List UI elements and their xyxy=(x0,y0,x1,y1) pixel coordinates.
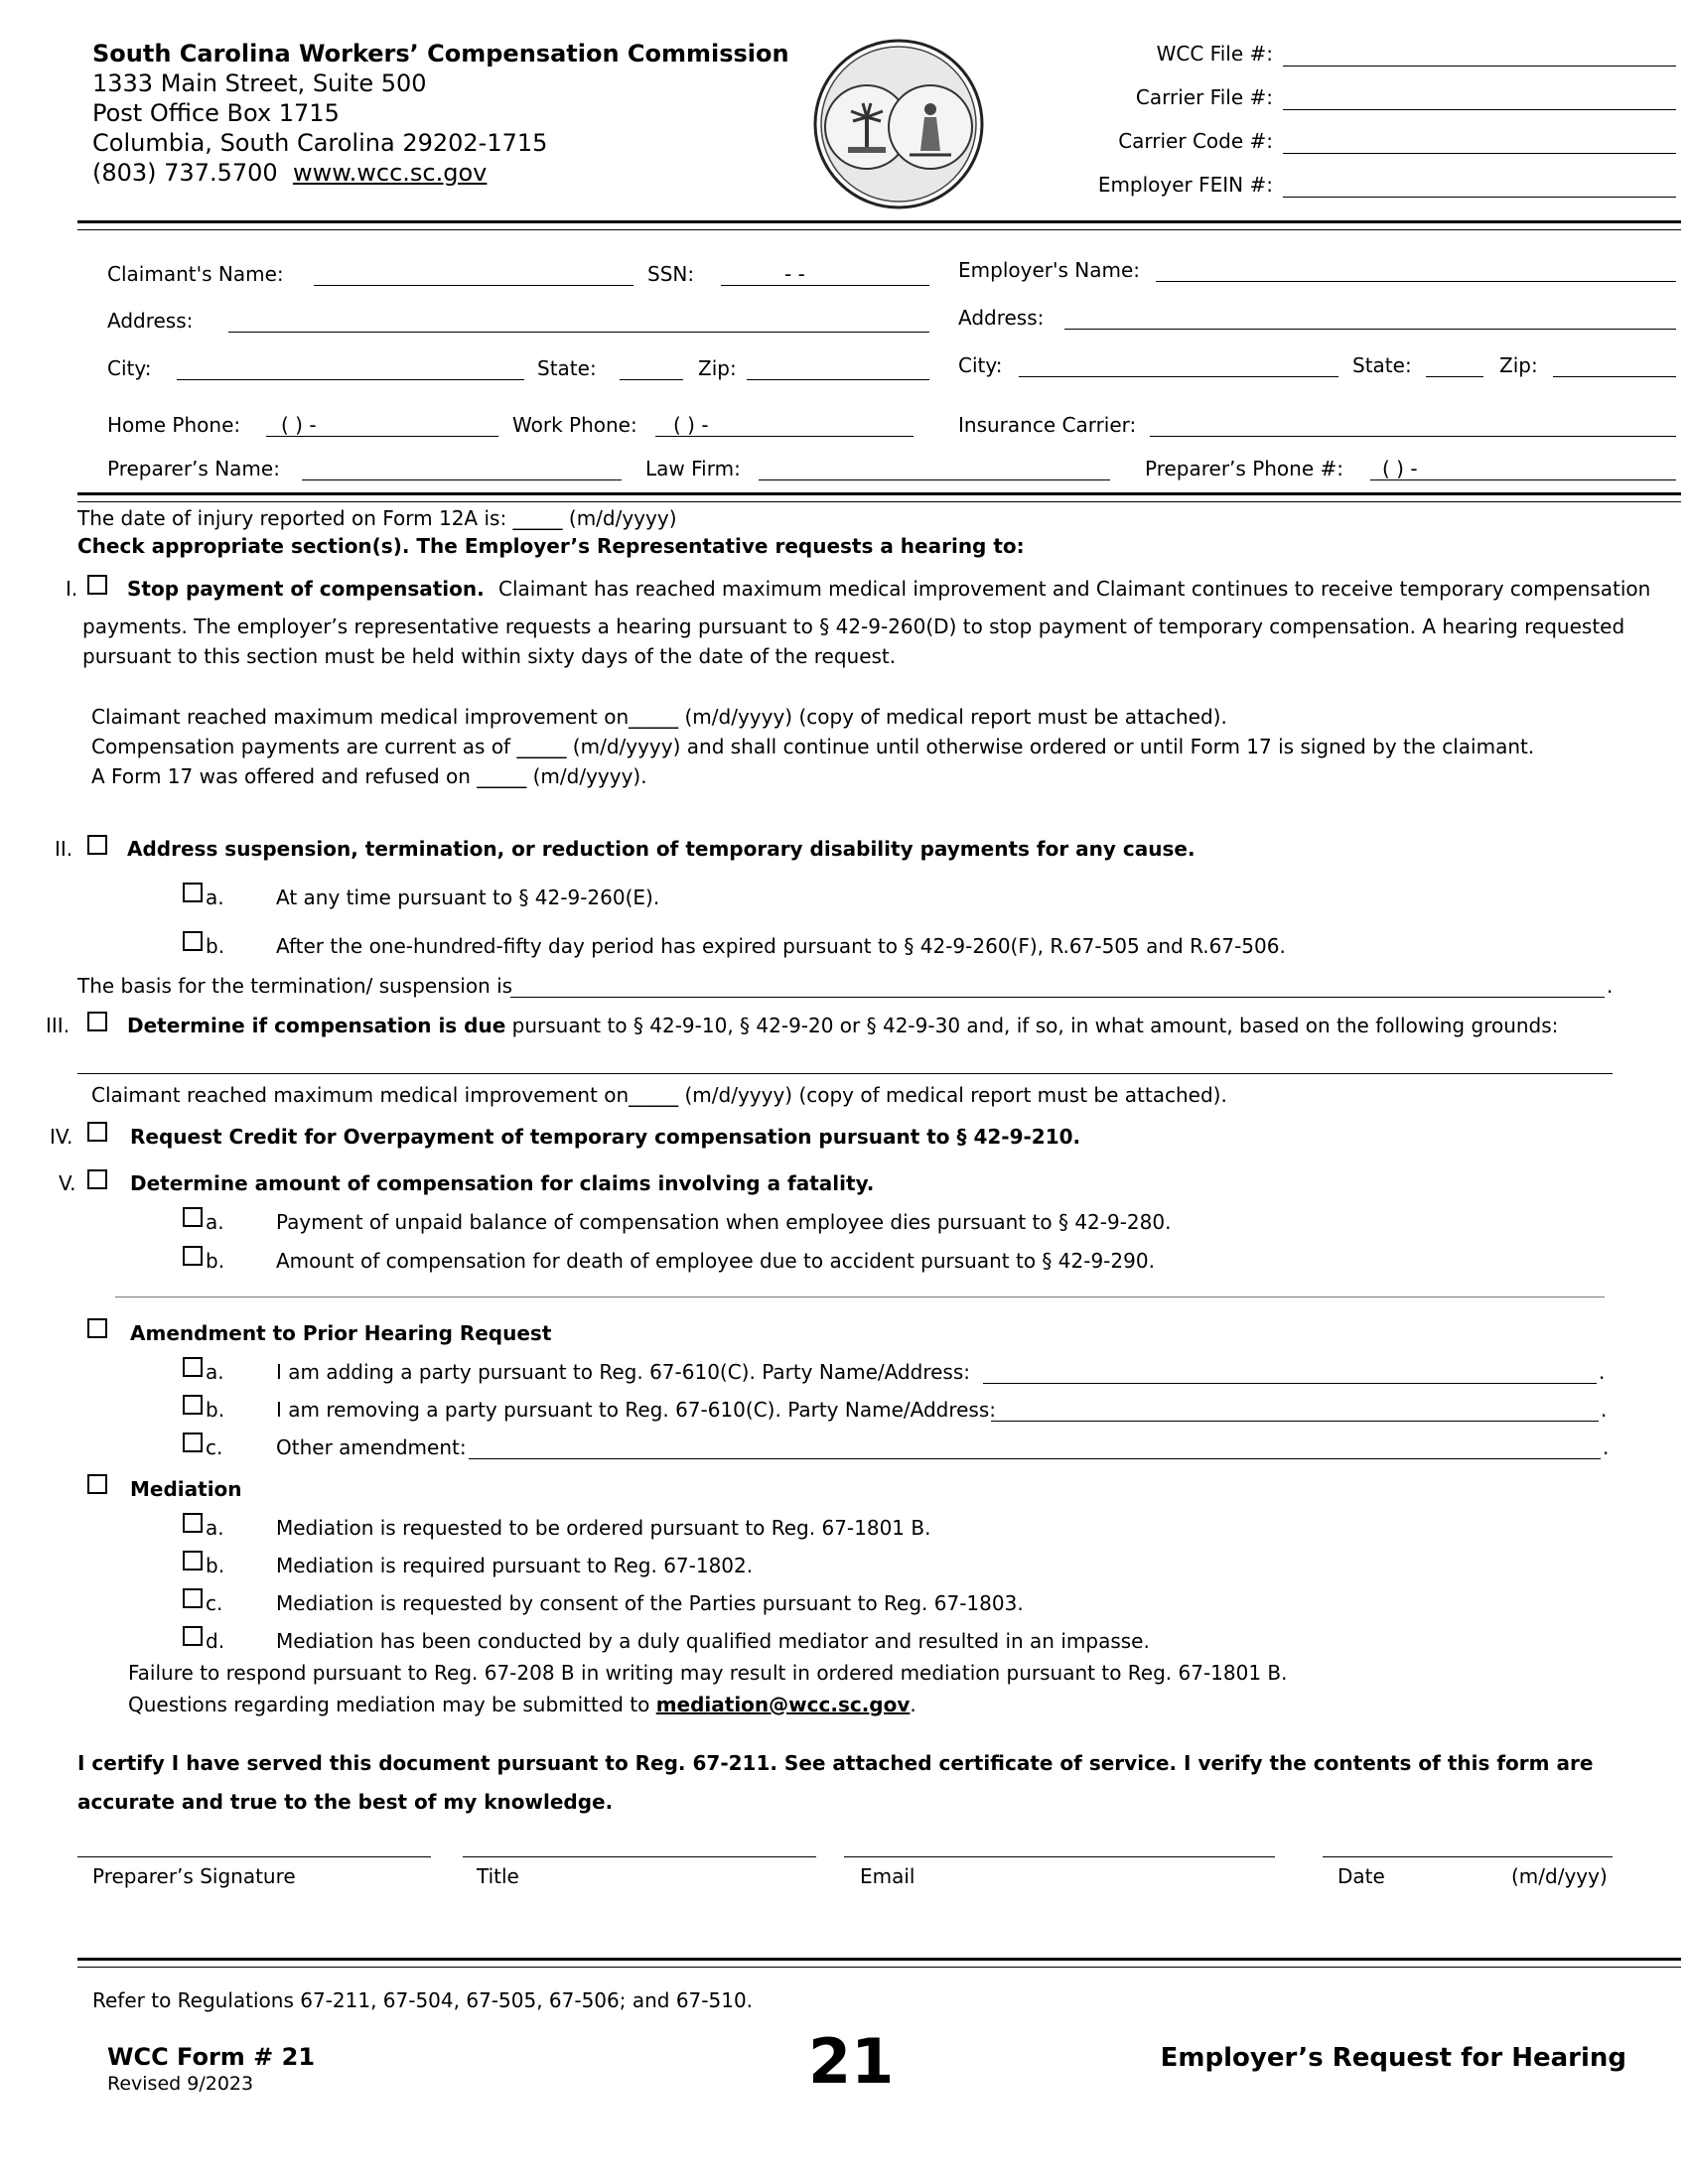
mediation-c-text: Mediation is requested by consent of the Parties pursuant to Reg. 67-1803. xyxy=(276,1591,1024,1615)
org-address-3: Columbia, South Carolina 29202-1715 xyxy=(92,129,548,157)
employer-address-label: Address: xyxy=(958,306,1045,330)
mediation-c-checkbox[interactable] xyxy=(183,1588,203,1608)
section-5b-letter: b. xyxy=(206,1249,225,1273)
header-divider xyxy=(77,220,1681,230)
mediation-a-letter: a. xyxy=(206,1516,224,1540)
date-input[interactable] xyxy=(1323,1856,1613,1857)
claimant-city-input[interactable] xyxy=(177,379,524,380)
mediation-b-text: Mediation is required pursuant to Reg. 67-1802. xyxy=(276,1554,754,1577)
section-5-checkbox[interactable] xyxy=(87,1169,107,1189)
ssn-label: SSN: xyxy=(647,262,695,286)
section-2b-letter: b. xyxy=(206,934,225,958)
mediation-note-1: Failure to respond pursuant to Reg. 67-208 B in writing may result in ordered mediation pursuant to Reg. 67-1801 B. xyxy=(128,1661,1288,1685)
section-3-heading xyxy=(127,1014,1558,1037)
org-name: South Carolina Workers’ Compensation Commission xyxy=(92,40,789,68)
amendment-c-letter: c. xyxy=(206,1435,223,1459)
claimant-city-label: City: xyxy=(107,356,152,380)
amendment-a-period: . xyxy=(1599,1360,1606,1384)
amendment-b-text: I am removing a party pursuant to Reg. 67-610(C). Party Name/Address: xyxy=(276,1398,996,1422)
section-5b-text: Amount of compensation for death of employee due to accident pursuant to § 42-9-290. xyxy=(276,1249,1155,1273)
law-firm-label: Law Firm: xyxy=(645,457,741,480)
claimant-state-label: State: xyxy=(537,356,597,380)
employer-city-label: City: xyxy=(958,353,1003,377)
employer-name-label: Employer's Name: xyxy=(958,258,1140,282)
revised-date: Revised 9/2023 xyxy=(107,2073,254,2095)
ssn-mask: - - xyxy=(784,262,805,286)
section-5a-letter: a. xyxy=(206,1210,224,1234)
section-1-form17-line: A Form 17 was offered and refused on _____ (m/d/yyyy). xyxy=(91,764,647,788)
section-5b-checkbox[interactable] xyxy=(183,1246,203,1266)
regulations-reference: Refer to Regulations 67-211, 67-504, 67-505, 67-506; and 67-510. xyxy=(92,1988,754,2012)
section-1-text-3: pursuant to this section must be held within sixty days of the date of the request. xyxy=(82,644,897,668)
section-2-checkbox[interactable] xyxy=(87,835,107,855)
insurance-carrier-input[interactable] xyxy=(1150,436,1676,437)
form-title: Employer’s Request for Hearing xyxy=(1160,2043,1626,2073)
date-format: (m/d/yyy) xyxy=(1511,1864,1608,1888)
form-number: WCC Form # 21 xyxy=(107,2043,316,2071)
date-of-injury-line: The date of injury reported on Form 12A is: _____ (m/d/yyyy) xyxy=(77,506,677,530)
carrier-code-input[interactable] xyxy=(1283,153,1676,154)
org-website-link[interactable]: www.wcc.sc.gov xyxy=(292,159,488,187)
preparer-phone-mask: ( ) - xyxy=(1382,457,1418,480)
claimant-name-input[interactable] xyxy=(314,285,633,286)
form-big-number: 21 xyxy=(808,2025,895,2098)
mediation-note-2-prefix: Questions regarding mediation may be submitted to xyxy=(128,1693,656,1716)
preparer-name-input[interactable] xyxy=(302,479,622,480)
section-5a-text: Payment of unpaid balance of compensation when employee dies pursuant to § 42-9-280. xyxy=(276,1210,1172,1234)
employer-state-input[interactable] xyxy=(1426,376,1483,377)
state-seal xyxy=(812,38,985,210)
ssn-input[interactable] xyxy=(721,285,929,286)
employer-state-label: State: xyxy=(1352,353,1412,377)
section-4-title: Request Credit for Overpayment of temporary compensation pursuant to § 42-9-210. xyxy=(130,1125,1081,1149)
org-address-1: 1333 Main Street, Suite 500 xyxy=(92,69,427,97)
email-input[interactable] xyxy=(844,1856,1275,1857)
section-2-num: II. xyxy=(55,837,73,861)
preparer-signature-label: Preparer’s Signature xyxy=(92,1864,296,1888)
email-label: Email xyxy=(860,1864,915,1888)
org-phone: (803) 737.5700 xyxy=(92,159,278,187)
section-2-title: Address suspension, termination, or reduction of temporary disability payments for any cause. xyxy=(127,837,1196,861)
mediation-note-2-suffix: . xyxy=(910,1693,916,1716)
section-3-checkbox[interactable] xyxy=(87,1012,107,1031)
amendment-a-text: I am adding a party pursuant to Reg. 67-610(C). Party Name/Address: xyxy=(276,1360,971,1384)
footer-divider xyxy=(77,1958,1681,1968)
claimant-zip-input[interactable] xyxy=(747,379,929,380)
section-5-num: V. xyxy=(59,1171,76,1195)
certify-line-1: I certify I have served this document pursuant to Reg. 67-211. See attached certificate of service. I verify the contents of this form are xyxy=(77,1751,1594,1775)
section-3-title: Determine if compensation is due xyxy=(127,1014,506,1037)
section-4-num: IV. xyxy=(50,1125,73,1149)
mediation-a-checkbox[interactable] xyxy=(183,1513,203,1533)
termination-basis-period: . xyxy=(1607,974,1614,998)
amendment-c-checkbox[interactable] xyxy=(183,1433,203,1452)
home-phone-label: Home Phone: xyxy=(107,413,241,437)
section-2a-text: At any time pursuant to § 42-9-260(E). xyxy=(276,886,660,909)
insurance-carrier-label: Insurance Carrier: xyxy=(958,413,1137,437)
section-1-text-2: payments. The employer’s representative requests a hearing pursuant to § 42-9-260(D) to stop payment of temporary compensation. A hearing requested xyxy=(82,614,1625,638)
org-address-2: Post Office Box 1715 xyxy=(92,99,340,127)
amendment-c-input[interactable] xyxy=(469,1458,1601,1459)
mediation-b-checkbox[interactable] xyxy=(183,1551,203,1570)
wcc-file-label: WCC File #: xyxy=(1156,42,1273,66)
mediation-checkbox[interactable] xyxy=(87,1474,107,1494)
amendment-title: Amendment to Prior Hearing Request xyxy=(130,1321,552,1345)
mediation-d-letter: d. xyxy=(206,1629,225,1653)
section-1-checkbox[interactable] xyxy=(87,575,107,595)
section-4-checkbox[interactable] xyxy=(87,1122,107,1142)
certify-line-2: accurate and true to the best of my knowledge. xyxy=(77,1790,614,1814)
preparer-phone-label: Preparer’s Phone #: xyxy=(1145,457,1343,480)
section-3-text: pursuant to § 42-9-10, § 42-9-20 or § 42-9-30 and, if so, in what amount, based on the following grounds: xyxy=(505,1014,1559,1037)
title-input[interactable] xyxy=(463,1856,816,1857)
work-phone-label: Work Phone: xyxy=(512,413,637,437)
section-2a-letter: a. xyxy=(206,886,224,909)
employer-city-input[interactable] xyxy=(1019,376,1338,377)
employer-zip-label: Zip: xyxy=(1499,353,1538,377)
amendment-checkbox[interactable] xyxy=(87,1318,107,1338)
amendment-b-letter: b. xyxy=(206,1398,225,1422)
employer-name-input[interactable] xyxy=(1156,281,1676,282)
employer-address-input[interactable] xyxy=(1064,329,1676,330)
instruction-text: Check appropriate section(s). The Employer’s Representative requests a hearing to: xyxy=(77,534,1025,558)
carrier-file-label: Carrier File #: xyxy=(1135,85,1273,109)
amendment-b-checkbox[interactable] xyxy=(183,1395,203,1415)
amendment-b-period: . xyxy=(1601,1398,1608,1422)
section-3-num: III. xyxy=(46,1014,70,1037)
section-2b-checkbox[interactable] xyxy=(183,931,203,951)
employer-fein-input[interactable] xyxy=(1283,197,1676,198)
section-1-title: Stop payment of compensation. xyxy=(127,577,485,601)
wcc-file-input[interactable] xyxy=(1283,66,1676,67)
section-2b-text: After the one-hundred-fifty day period has expired pursuant to § 42-9-260(F), R.67-505 and R.67-506. xyxy=(276,934,1286,958)
preparer-name-label: Preparer’s Name: xyxy=(107,457,280,480)
claimant-address-input[interactable] xyxy=(228,332,929,333)
termination-basis-input[interactable] xyxy=(510,997,1605,998)
work-phone-mask: ( ) - xyxy=(673,413,709,437)
home-phone-mask: ( ) - xyxy=(281,413,317,437)
section-3-mmi-line: Claimant reached maximum medical improvement on_____ (m/d/yyyy) (copy of medical report must be attached). xyxy=(91,1083,1227,1107)
carrier-file-input[interactable] xyxy=(1283,109,1676,110)
mediation-email-link[interactable]: mediation@wcc.sc.gov xyxy=(655,1693,911,1716)
mediation-d-checkbox[interactable] xyxy=(183,1626,203,1646)
section-2a-checkbox[interactable] xyxy=(183,883,203,902)
amendment-a-input[interactable] xyxy=(983,1383,1597,1384)
preparer-signature-input[interactable] xyxy=(77,1856,431,1857)
amendment-c-text: Other amendment: xyxy=(276,1435,467,1459)
amendment-b-input[interactable] xyxy=(991,1421,1599,1422)
claimant-address-label: Address: xyxy=(107,309,194,333)
title-label: Title xyxy=(477,1864,519,1888)
claimant-name-label: Claimant's Name: xyxy=(107,262,284,286)
claimant-state-input[interactable] xyxy=(620,379,683,380)
amendment-a-checkbox[interactable] xyxy=(183,1357,203,1377)
org-contact xyxy=(92,159,487,187)
date-label: Date xyxy=(1337,1864,1385,1888)
party-divider xyxy=(77,492,1681,502)
section-1-num: I. xyxy=(66,577,78,601)
law-firm-input[interactable] xyxy=(759,479,1110,480)
mediation-b-letter: b. xyxy=(206,1554,225,1577)
amendment-c-period: . xyxy=(1603,1435,1610,1459)
mediation-note-2 xyxy=(128,1693,916,1716)
section-1-mmi-line: Claimant reached maximum medical improvement on_____ (m/d/yyyy) (copy of medical report must be attached). xyxy=(91,705,1227,729)
section-3-grounds-input[interactable] xyxy=(77,1073,1613,1074)
section-5a-checkbox[interactable] xyxy=(183,1207,203,1227)
mediation-c-letter: c. xyxy=(206,1591,223,1615)
carrier-code-label: Carrier Code #: xyxy=(1118,129,1273,153)
employer-fein-label: Employer FEIN #: xyxy=(1097,173,1273,197)
employer-zip-input[interactable] xyxy=(1553,376,1676,377)
section-1-current-line: Compensation payments are current as of _____ (m/d/yyyy) and shall continue until otherwise ordered or until Form 17 is signed by the claimant. xyxy=(91,735,1535,758)
section-1-text-1: Claimant has reached maximum medical improvement and Claimant continues to receive temporary compensation xyxy=(498,577,1651,601)
claimant-zip-label: Zip: xyxy=(698,356,737,380)
mediation-title: Mediation xyxy=(130,1477,242,1501)
termination-basis-label: The basis for the termination/ suspension is xyxy=(77,974,513,998)
amendment-a-letter: a. xyxy=(206,1360,224,1384)
section-5-title: Determine amount of compensation for claims involving a fatality. xyxy=(130,1171,875,1195)
mediation-d-text: Mediation has been conducted by a duly qualified mediator and resulted in an impasse. xyxy=(276,1629,1150,1653)
mediation-a-text: Mediation is requested to be ordered pursuant to Reg. 67-1801 B. xyxy=(276,1516,931,1540)
